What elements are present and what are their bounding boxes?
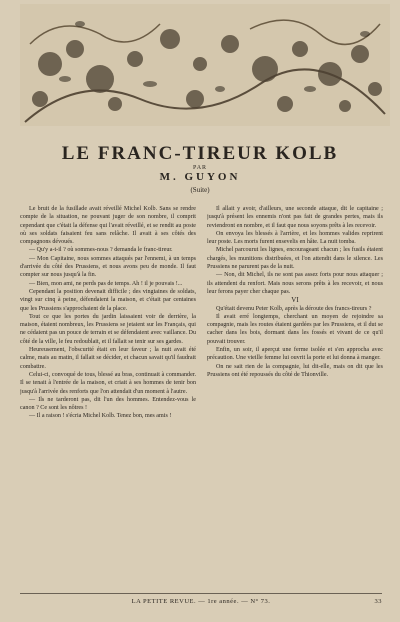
- paragraph: Enfin, un soir, il aperçut une ferme isolée et s'en approcha avec précaution. Une vieille femme lui ouvrit la porte et lui donna à manger.: [207, 347, 383, 362]
- paragraph: Celui-ci, convoqué de tous, blessé au bras, continuait à commander. Il se tenait à l'entrée de la maison, et criait à ses hommes de tenir bon jusqu'à l'arrivée des renforts que l'on attendait d'un moment à l'autre.: [20, 371, 196, 395]
- paragraph: — Mon Capitaine, nous sommes attaqués par l'ennemi, à un temps d'arrivée du côté des Prussiens, et nous avons peu de monde. Il faut compter sur nous jusqu'à la fin.: [20, 255, 196, 279]
- left-column: [20, 205, 196, 590]
- section-heading: VI: [291, 296, 299, 305]
- paragraph: Le bruit de la fusillade avait réveillé Michel Kolb. Sans se rendre compte de la situation, ne pouvant juger de son nombre, il comprit cependant que c'était la défense qui l'avait réveillé, et se rendit au poste où ses soldats faisaient feu sans relâche. Il avait à ses côtés des compagnons dévoués.: [20, 206, 196, 246]
- paragraph: — Il a raison ! s'écria Michel Kolb. Tenez bon, mes amis !: [29, 413, 172, 420]
- footer: [20, 598, 382, 610]
- paragraph: On ne sait rien de la compagnie, lui dit-elle, mais on dit que les Prussiens ont été repoussés du côté de Thionville.: [207, 363, 383, 378]
- right-column: [207, 205, 383, 590]
- paragraph: — Qu'y a-t-il ? où sommes-nous ? demanda le franc-tireur.: [29, 247, 173, 254]
- paragraph: Il allait y avoir, d'ailleurs, une seconde attaque, dit le capitaine ; jusqu'à présent les ennemis n'ont pas fait de grandes pertes, mais ils reviendront en nombre, et il faut que nous soyons prêts à les recevoir.: [207, 206, 383, 229]
- page-number: 33: [374, 598, 382, 605]
- paragraph: — Ils ne tarderont pas, dit l'un des hommes. Entendez-vous le canon ? Ce sont les nôtres !: [20, 396, 196, 412]
- paragraph: Il avait erré longtemps, cherchant un moyen de rejoindre sa compagnie, mais les routes étaient gardées par les Prussiens, et il dut se cacher dans les bois, dormant dans les fossés et vivant de ce qu'il pouvait trouver.: [207, 313, 383, 345]
- paragraph: Cependant la position devenait difficile ; des vingtaines de soldats, vingt sur cinq à peine, défendaient la maison, et c'était par centaines que les Prussiens s'approchaient de la place.: [20, 288, 196, 312]
- decorative-vignette: [20, 4, 390, 126]
- author-name: M. GUYON: [159, 171, 241, 183]
- paragraph: — Non, dit Michel, ils ne sont pas assez forts pour nous attaquer ; ils attendent du renfort. Mais nous serons prêts à les recevoir, et nous leur ferons payer cher chaque pas.: [207, 272, 383, 295]
- journal-info: LA PETITE REVUE. — 1re année. — N° 73.: [131, 598, 271, 605]
- paragraph: Qu'était devenu Peter Kolb, après la déroute des francs-tireurs ?: [216, 305, 372, 312]
- paragraph: On envoya les blessés à l'arrière, et les hommes valides reprirent leur poste. Les morts furent ensevelis en hâte. La nuit tomba.: [207, 230, 383, 246]
- paragraph: Tout ce que les portes du jardin laissaient voir de derrière, la maison, étaient nombreux, les Prussiens se jetaient sur les Français, qui ne cédaient pas un pouce de terrain et se défendaient avec vaillance. Du côté de la ville, le feu redoublait, et il fallait se tenir sur ses gardes.: [20, 313, 196, 345]
- article-title: LE FRANC-TIREUR KOLB: [61, 143, 339, 164]
- continuation-note: (Suite): [190, 186, 210, 194]
- paragraph: — Bien, mon ami, ne perds pas de temps. Ah ! il je pouvais !...: [29, 280, 183, 287]
- footer-rule: [20, 593, 382, 594]
- paragraph: Michel parcourut les lignes, encourageant chacun ; les fusils étaient chargés, les munitions distribuées, et l'on attendit dans le silence. Les Prussiens ne parurent pas de la nuit.: [207, 247, 383, 271]
- paragraph: Heureusement, l'obscurité était en leur faveur ; la nuit avait été calme, mais au matin, il fallait se décider, et chacun savait qu'il faudrait combattre.: [20, 347, 196, 370]
- byline-prefix: PAR: [192, 165, 208, 171]
